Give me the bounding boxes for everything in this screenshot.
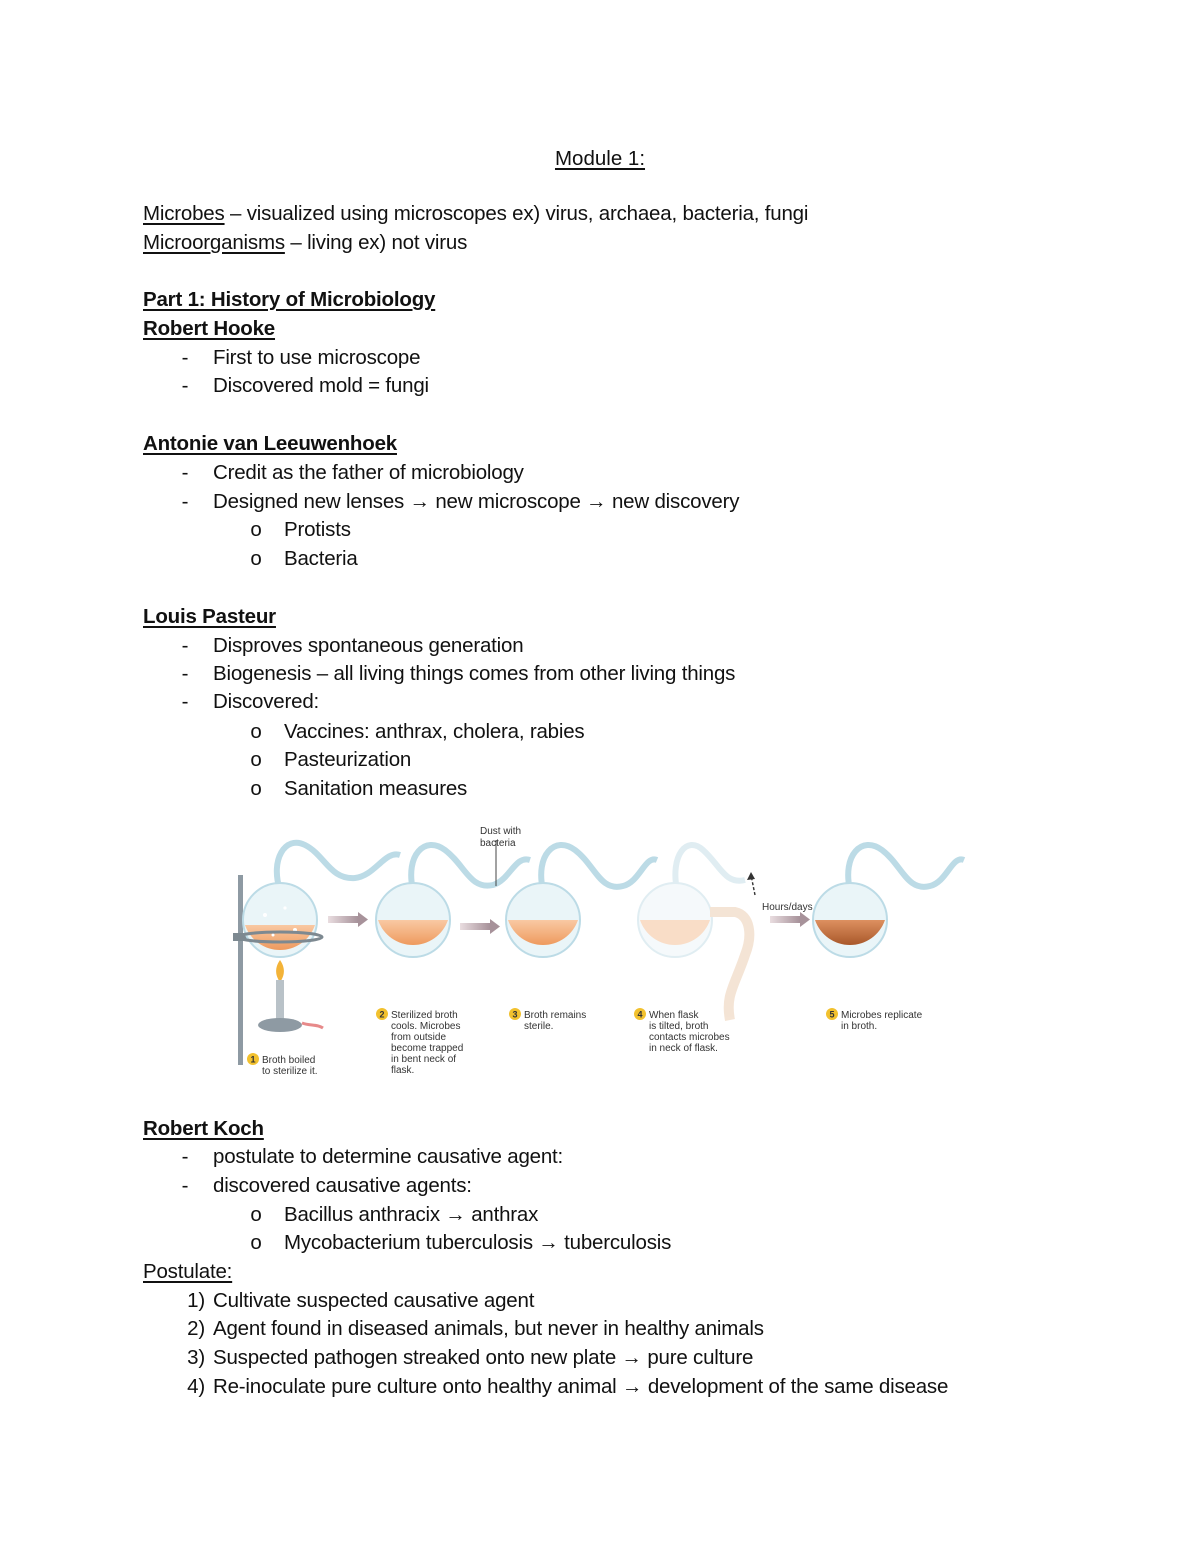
- circle-bullet: o: [250, 748, 262, 771]
- list-item-text: Disproves spontaneous generation: [213, 634, 524, 657]
- scientist-heading-hooke: Robert Hooke: [143, 317, 276, 340]
- list-item: [143, 344, 1143, 372]
- definition-microorganisms: [143, 229, 467, 257]
- flask-5: [813, 845, 964, 957]
- step-text: in bent neck of: [391, 1054, 457, 1065]
- list-item-text: Credit as the father of microbiology: [213, 461, 524, 484]
- list-item-text: Mycobacterium tuberculosis → tuberculosis: [284, 1231, 672, 1254]
- list-item: [143, 1172, 1143, 1200]
- list-item: [143, 459, 1143, 487]
- list-item-text: First to use microscope: [213, 346, 421, 369]
- definition-microbes: [143, 200, 808, 228]
- list-item: [143, 488, 1143, 516]
- flask-1: [233, 843, 400, 1065]
- dash-bullet: -: [181, 346, 189, 369]
- numbered-item: [143, 1344, 1143, 1372]
- step-text: Sterilized broth: [391, 1010, 458, 1021]
- list-item-text: Cultivate suspected causative agent: [213, 1289, 535, 1312]
- circle-bullet: o: [250, 518, 262, 541]
- section-heading: Part 1: History of Microbiology: [143, 288, 436, 311]
- step-2-caption: [376, 1008, 463, 1076]
- step-text: to sterilize it.: [262, 1066, 318, 1077]
- step-number: 4: [637, 1009, 643, 1020]
- scientist-heading-leeuwenhoek: Antonie van Leeuwenhoek: [143, 432, 397, 455]
- dash-bullet: -: [181, 690, 189, 713]
- circle-bullet: o: [250, 720, 262, 743]
- step-text: in neck of flask.: [649, 1043, 718, 1054]
- step-text: sterile.: [524, 1021, 554, 1032]
- list-item-text: Pasteurization: [284, 748, 412, 771]
- list-item: [143, 1143, 1143, 1171]
- list-item: [143, 660, 1143, 688]
- dust-label: Dust with: [480, 826, 522, 837]
- step-3-caption: [509, 1008, 586, 1032]
- step-text: become trapped: [391, 1043, 464, 1054]
- circle-bullet: o: [250, 1231, 262, 1254]
- flask-4: [638, 845, 749, 1020]
- sub-list-item: [143, 746, 1143, 774]
- sub-list-item: [143, 718, 1143, 746]
- list-item-text: Agent found in diseased animals, but never in healthy animals: [213, 1317, 764, 1340]
- list-item-text: postulate to determine causative agent:: [213, 1145, 564, 1168]
- sub-list-item: [143, 775, 1143, 803]
- dash-bullet: -: [181, 662, 189, 685]
- step-number: 5: [829, 1009, 835, 1020]
- scientist-heading-koch: Robert Koch: [143, 1117, 264, 1140]
- item-number: 1): [187, 1289, 205, 1312]
- step-text: Microbes replicate: [841, 1010, 923, 1021]
- hours-label: Hours/days: [762, 902, 813, 913]
- step-number: 2: [379, 1009, 385, 1020]
- flask-2: [376, 845, 530, 957]
- numbered-item: [143, 1315, 1143, 1343]
- step-text: Broth boiled: [262, 1055, 316, 1066]
- list-item-text: Bacillus anthracix → anthrax: [284, 1203, 539, 1226]
- step-number: 1: [250, 1054, 256, 1065]
- term-microbes: Microbes: [143, 202, 225, 225]
- list-item-text: Sanitation measures: [284, 777, 468, 800]
- step-5-caption: [826, 1008, 923, 1032]
- list-item-text: discovered causative agents:: [213, 1174, 472, 1197]
- step-text: in broth.: [841, 1021, 878, 1032]
- list-item-text: Designed new lenses → new microscope → new discovery: [213, 490, 740, 513]
- numbered-item: [143, 1373, 1143, 1401]
- page-title: Module 1:: [554, 147, 646, 170]
- item-number: 4): [187, 1375, 205, 1398]
- dash-bullet: -: [181, 374, 189, 397]
- step-1-caption: [247, 1053, 318, 1077]
- swan-neck-flask-figure: [225, 820, 970, 1085]
- sub-list-item: [143, 516, 1143, 544]
- list-item: [143, 372, 1143, 400]
- circle-bullet: o: [250, 777, 262, 800]
- step-4-caption: [634, 1008, 730, 1054]
- step-text: cools. Microbes: [391, 1021, 461, 1032]
- dust-label: bacteria: [480, 838, 516, 849]
- step-text: from outside: [391, 1032, 447, 1043]
- dash-bullet: -: [181, 634, 189, 657]
- definition-text: – visualized using microscopes ex) virus, archaea, bacteria, fungi: [224, 202, 809, 225]
- sub-list-item: [143, 1201, 1143, 1229]
- definition-text: – living ex) not virus: [284, 231, 468, 254]
- item-number: 3): [187, 1346, 205, 1369]
- list-item: [143, 632, 1143, 660]
- list-item-text: Suspected pathogen streaked onto new plate → pure culture: [213, 1346, 754, 1369]
- circle-bullet: o: [250, 547, 262, 570]
- sub-list-item: [143, 545, 1143, 573]
- dash-bullet: -: [181, 490, 189, 513]
- step-text: When flask: [649, 1010, 699, 1021]
- scientist-heading-pasteur: Louis Pasteur: [143, 605, 276, 628]
- numbered-item: [143, 1287, 1143, 1315]
- sub-list-item: [143, 1229, 1143, 1257]
- list-item-text: Vaccines: anthrax, cholera, rabies: [284, 720, 585, 743]
- dash-bullet: -: [181, 461, 189, 484]
- list-item-text: Biogenesis – all living things comes from other living things: [213, 662, 736, 685]
- item-number: 2): [187, 1317, 205, 1340]
- step-number: 3: [512, 1009, 518, 1020]
- step-text: Broth remains: [524, 1010, 587, 1021]
- list-item: [143, 688, 1143, 716]
- list-item-text: Discovered mold = fungi: [213, 374, 429, 397]
- list-item-text: Bacteria: [284, 547, 358, 570]
- list-item-text: Protists: [284, 518, 351, 541]
- term-microorganisms: Microorganisms: [143, 231, 285, 254]
- step-text: contacts microbes: [649, 1032, 730, 1043]
- postulate-heading: Postulate:: [143, 1260, 233, 1283]
- step-text: flask.: [391, 1065, 415, 1076]
- list-item-text: Discovered:: [213, 690, 320, 713]
- circle-bullet: o: [250, 1203, 262, 1226]
- dash-bullet: -: [181, 1145, 189, 1168]
- dash-bullet: -: [181, 1174, 189, 1197]
- list-item-text: Re-inoculate pure culture onto healthy animal → development of the same disease: [213, 1375, 949, 1398]
- step-text: is tilted, broth: [649, 1021, 709, 1032]
